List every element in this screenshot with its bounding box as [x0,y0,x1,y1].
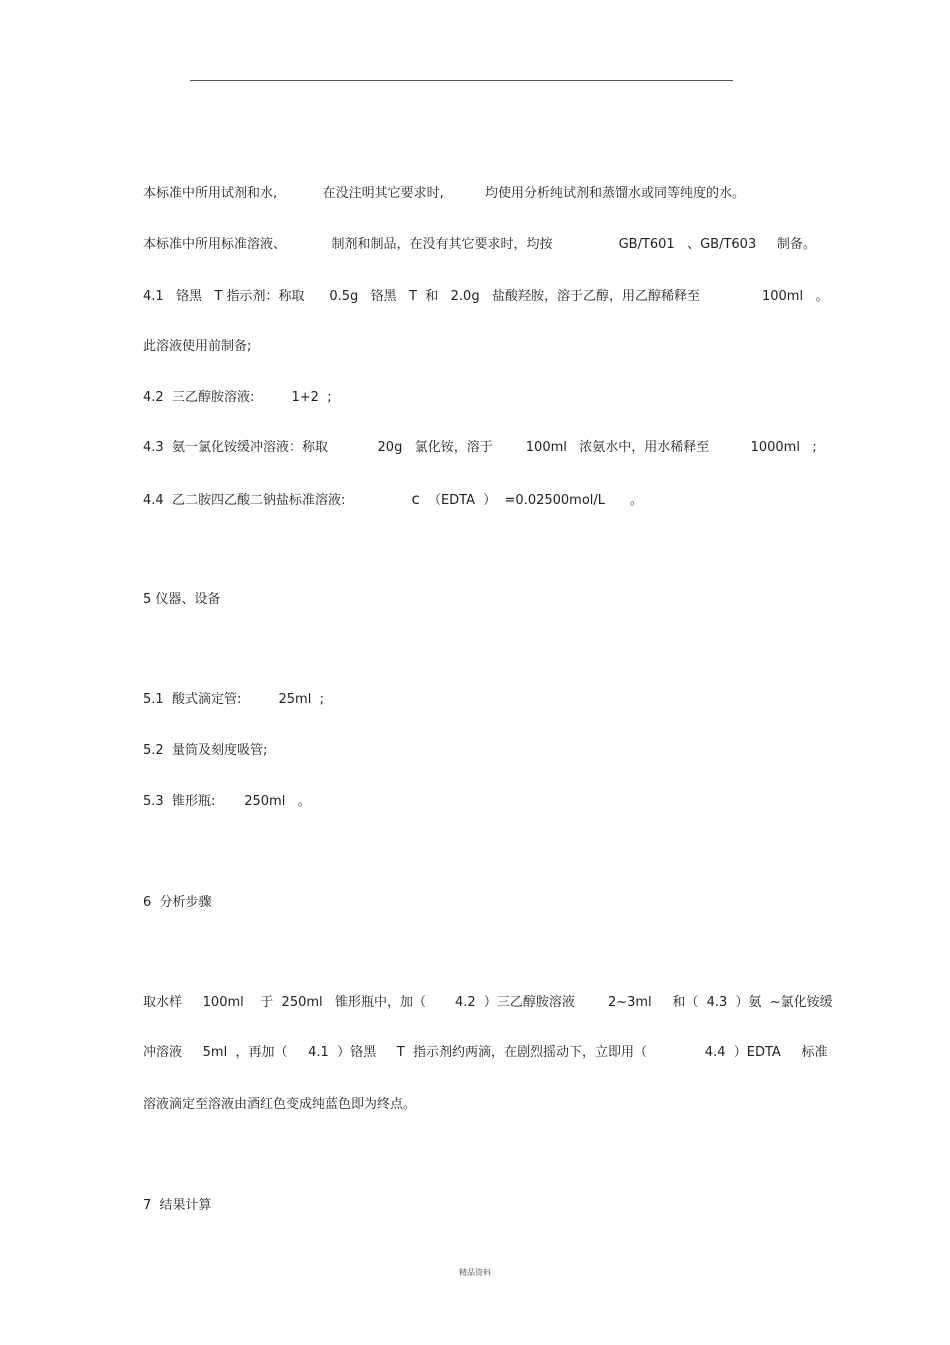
page-footer: 精品资料 [459,1268,491,1277]
item-5-2 [143,743,267,759]
para-standard-solutions-note [143,237,816,253]
text-line: 5.1 酸式滴定管: 25ml ; [143,692,324,707]
item-5-1 [143,692,324,708]
heading-text: 5 仪器、设备 [143,592,221,607]
text-line: 4.1 铬黑 T 指示剂：称取 0.5g 铬黑 T 和 2.0g 盐酸羟胺，溶于乙醇，用乙醇稀释至 100ml 。 [143,289,829,304]
section-6-heading [143,895,212,911]
text-line: 4.4 乙二胺四乙酸二钠盐标准溶液: [143,493,412,508]
concentration-symbol: c [411,490,420,508]
section-7-heading [143,1198,212,1214]
item-4-4 [143,491,643,509]
text-line: 5.3 锥形瓶: 250ml 。 [143,794,311,809]
text-line: 4.2 三乙醇胺溶液: 1+2 ; [143,390,332,405]
item-4-1 [143,289,828,305]
procedure-line-2 [143,1045,827,1061]
item-5-3 [143,794,311,810]
text-line: 此溶液使用前制备; [143,339,252,354]
procedure-line-3 [143,1097,416,1113]
item-4-3 [143,440,817,456]
text-line: 5.2 量筒及刻度吸管; [143,743,268,758]
text-line: 冲溶液 5ml ，再加（ 4.1 ）铬黑 T 指示剂约两滴，在剧烈摇动下，立即用（ 4.4 ）EDTA 标准 [143,1045,828,1060]
heading-text: 6 分析步骤 [143,895,212,910]
header-rule [190,80,733,81]
text-line: （EDTA ） =0.02500mol/L 。 [419,493,643,508]
text-line: 4.3 氨一氯化铵缓冲溶液：称取 20g 氯化铵，溶于 100ml 浓氨水中，用水稀释至 1000ml ; [143,440,817,455]
heading-text: 7 结果计算 [143,1198,212,1213]
text-line: 本标准中所用试剂和水, 在没注明其它要求时, 均使用分析纯试剂和蒸馏水或同等纯度的水。 [143,186,746,201]
para-reagents-note [143,186,745,202]
item-4-1-continued [143,339,251,355]
text-line: 溶液滴定至溶液由酒红色变成纯蓝色即为终点。 [143,1097,417,1112]
text-line: 取水样 100ml 于 250ml 锥形瓶中，加（ 4.2 ）三乙醇胺溶液 2~3ml 和（ 4.3 ）氨 ~氯化铵缓 [143,995,833,1010]
text-line: 本标准中所用标准溶液、 制剂和制品，在没有其它要求时，均按 GB/T601 、GB/T603 制备。 [143,237,816,252]
procedure-line-1 [143,995,833,1011]
item-4-2 [143,390,332,406]
section-5-heading [143,592,220,608]
